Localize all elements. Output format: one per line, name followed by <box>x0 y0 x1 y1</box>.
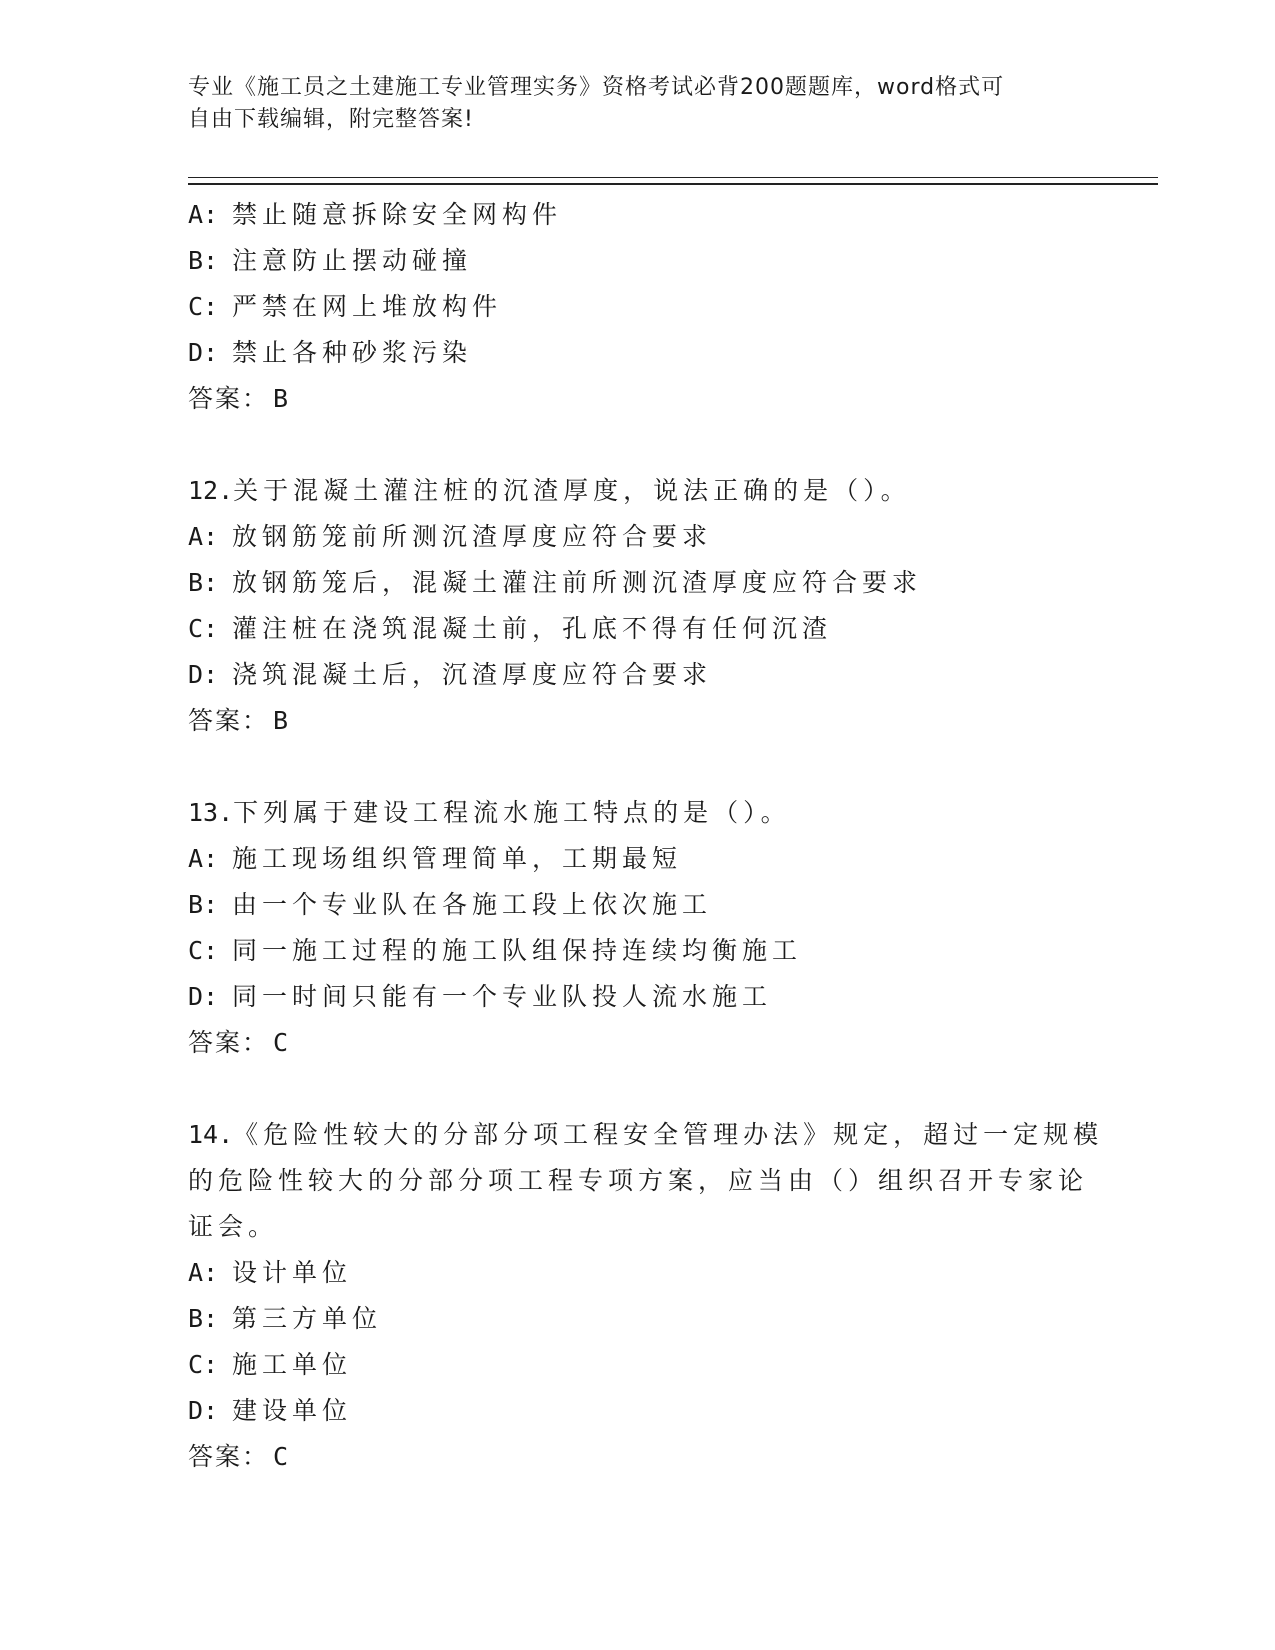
option-b <box>188 238 1088 284</box>
option-text: 灌注桩在浇筑混凝土前，孔底不得有任何沉渣 <box>232 614 833 643</box>
option-text: 禁止随意拆除安全网构件 <box>232 200 563 229</box>
spacer <box>188 1066 1088 1112</box>
option-text: 禁止各种砂浆污染 <box>232 338 473 367</box>
option-letter: C: <box>188 292 219 321</box>
answer-line <box>188 1434 1088 1480</box>
header-line-2: 自由下载编辑，附完整答案! <box>188 107 474 132</box>
question-stem <box>188 1112 1104 1158</box>
question-fragment <box>188 192 1088 422</box>
option-c <box>188 1342 1088 1388</box>
option-letter: D: <box>188 982 219 1011</box>
question-number: 13. <box>188 798 234 827</box>
option-letter: B: <box>188 246 219 275</box>
question-list <box>188 192 1104 1480</box>
answer-value: C <box>273 1442 290 1471</box>
option-text: 施工单位 <box>232 1350 353 1379</box>
option-a <box>188 514 1088 560</box>
option-a <box>188 1250 1088 1296</box>
option-b <box>188 882 1088 928</box>
option-text: 同一时间只能有一个专业队投人流水施工 <box>232 982 773 1011</box>
option-c <box>188 284 1088 330</box>
answer-label: 答案： <box>188 1442 270 1471</box>
document-header <box>188 72 1068 136</box>
option-a <box>188 836 1088 882</box>
question-number: 14. <box>188 1120 234 1149</box>
header-line-1: 专业《施工员之土建施工专业管理实务》资格考试必背200题题库，word格式可 <box>188 75 1005 100</box>
option-text: 建设单位 <box>232 1396 353 1425</box>
answer-line <box>188 376 1088 422</box>
option-letter: A: <box>188 200 219 229</box>
option-text: 放钢筋笼前所测沉渣厚度应符合要求 <box>232 522 713 551</box>
option-a <box>188 192 1088 238</box>
header-divider-bottom <box>188 183 1158 185</box>
answer-value: B <box>273 706 290 735</box>
question-14 <box>188 1112 1104 1480</box>
answer-line <box>188 1020 1088 1066</box>
question-text: 关于混凝土灌注桩的沉渣厚度，说法正确的是（）。 <box>233 476 911 505</box>
option-b <box>188 1296 1088 1342</box>
option-d <box>188 330 1088 376</box>
option-letter: C: <box>188 614 219 643</box>
answer-label: 答案： <box>188 384 270 413</box>
answer-value: B <box>273 384 290 413</box>
option-letter: A: <box>188 522 219 551</box>
answer-label: 答案： <box>188 1028 270 1057</box>
option-d <box>188 1388 1088 1434</box>
question-13 <box>188 790 1088 1066</box>
option-letter: D: <box>188 1396 219 1425</box>
option-text: 设计单位 <box>232 1258 353 1287</box>
option-text: 浇筑混凝土后，沉渣厚度应符合要求 <box>232 660 713 689</box>
option-letter: A: <box>188 1258 219 1287</box>
spacer <box>188 744 1088 790</box>
question-text: 下列属于建设工程流水施工特点的是（）。 <box>233 798 791 827</box>
question-text-line-2: 的危险性较大的分部分项工程专项方案，应当由（）组织召开专家论 <box>188 1166 1089 1195</box>
answer-line <box>188 698 1088 744</box>
option-text: 由一个专业队在各施工段上依次施工 <box>232 890 713 919</box>
option-letter: C: <box>188 936 219 965</box>
answer-value: C <box>273 1028 290 1057</box>
option-b <box>188 560 1088 606</box>
question-stem <box>188 468 1088 514</box>
question-12 <box>188 468 1088 744</box>
question-text-line-3: 证会。 <box>188 1212 279 1241</box>
option-text: 施工现场组织管理简单，工期最短 <box>232 844 683 873</box>
option-letter: C: <box>188 1350 219 1379</box>
option-letter: A: <box>188 844 219 873</box>
option-text: 放钢筋笼后，混凝土灌注前所测沉渣厚度应符合要求 <box>232 568 923 597</box>
option-letter: B: <box>188 1304 219 1333</box>
question-stem <box>188 790 1088 836</box>
option-c <box>188 928 1088 974</box>
header-divider-top <box>188 177 1158 178</box>
option-letter: B: <box>188 890 219 919</box>
option-text: 严禁在网上堆放构件 <box>232 292 503 321</box>
option-text: 注意防止摆动碰撞 <box>232 246 473 275</box>
option-text: 第三方单位 <box>232 1304 383 1333</box>
option-letter: D: <box>188 660 219 689</box>
option-d <box>188 974 1088 1020</box>
question-number: 12. <box>188 476 234 505</box>
option-text: 同一施工过程的施工队组保持连续均衡施工 <box>232 936 803 965</box>
answer-label: 答案： <box>188 706 270 735</box>
spacer <box>188 422 1088 468</box>
option-letter: B: <box>188 568 219 597</box>
option-c <box>188 606 1088 652</box>
question-text-line-1: 《危险性较大的分部分项工程安全管理办法》规定，超过一定规模 <box>233 1120 1104 1149</box>
option-d <box>188 652 1088 698</box>
option-letter: D: <box>188 338 219 367</box>
